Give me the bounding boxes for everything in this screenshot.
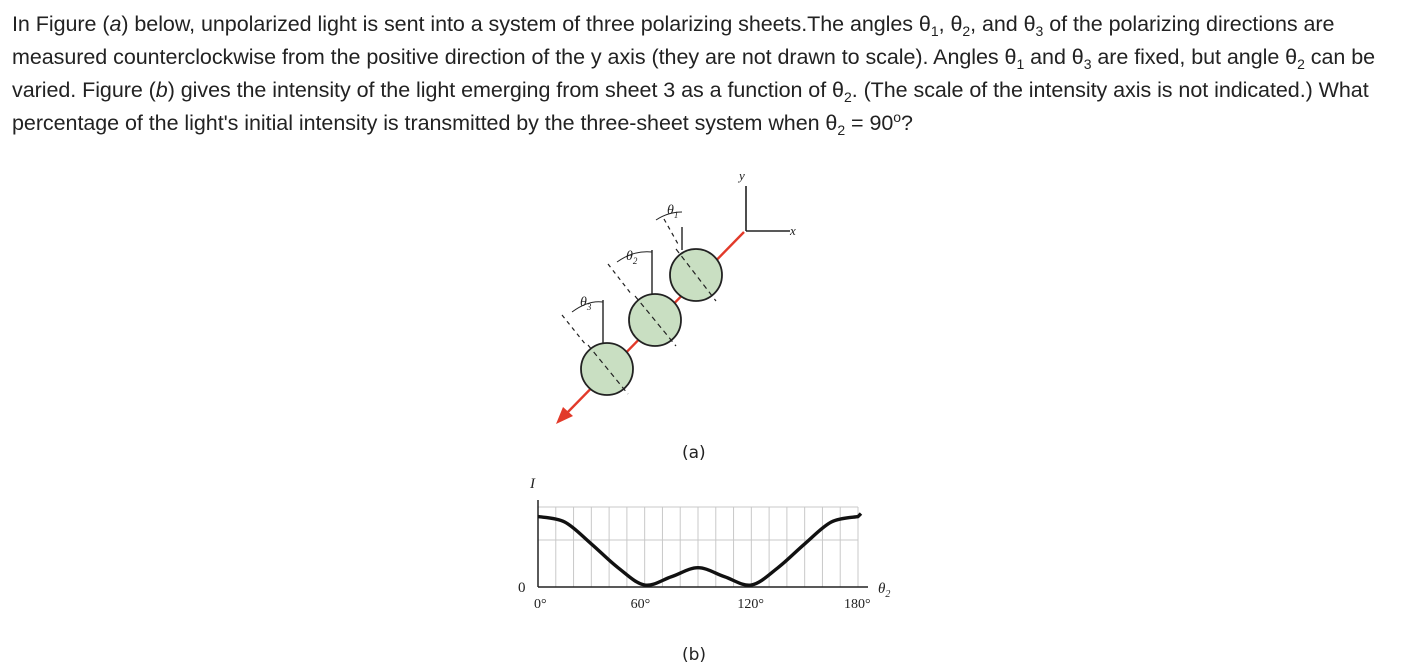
y-axis-label: I xyxy=(530,476,535,492)
figure-b xyxy=(518,476,890,665)
x-tick-label: 60° xyxy=(630,597,651,612)
theta3-label: $\theta_3$ xyxy=(580,295,592,312)
x-axis-label: x xyxy=(790,223,796,238)
figure-a-caption: (a) xyxy=(682,443,706,463)
theta2-label: $\theta_2$ xyxy=(626,249,638,266)
theta1-label: $\theta_1$ xyxy=(667,203,679,220)
y-axis-label: y xyxy=(739,168,745,183)
figure-a xyxy=(556,168,796,463)
figure xyxy=(500,160,920,670)
x-tick-label: 0° xyxy=(534,597,547,612)
x-tick-label: 120° xyxy=(737,597,764,612)
chart-grid xyxy=(538,507,858,587)
chart-axes xyxy=(538,500,868,587)
polarizing-sheet-2 xyxy=(608,250,681,346)
x-axis-label: $\theta_2$ xyxy=(878,581,891,600)
figure-b-caption: (b) xyxy=(682,645,707,665)
question-text: In Figure (a) below, unpolarized light is sent into a system of three polarizing sheets.The angles $\theta_1$, $\theta_2$, and $\theta_3$ of the polarizing directions are measured counterclockwise from the positive direction of the y axis (they are not drawn to scale). Angles $\theta_1$ and $\theta_3$ are fixed, but angle $\theta_2$ can be varied. Figure (b) gives the intensity of the light emerging from sheet 3 as a function of $\theta_2$. (The scale of the intensity axis is not indicated.) What percentage of the light's initial intensity is transmitted by the three-sheet system when $\theta_2 = 90^o$? xyxy=(12,12,1376,138)
zero-label: 0 xyxy=(518,580,526,596)
xy-axes xyxy=(746,186,790,231)
polarizing-sheet-3 xyxy=(562,300,633,395)
intensity-curve xyxy=(538,514,861,586)
polarizing-sheet-1 xyxy=(656,212,722,301)
x-tick-label: 180° xyxy=(844,597,871,612)
